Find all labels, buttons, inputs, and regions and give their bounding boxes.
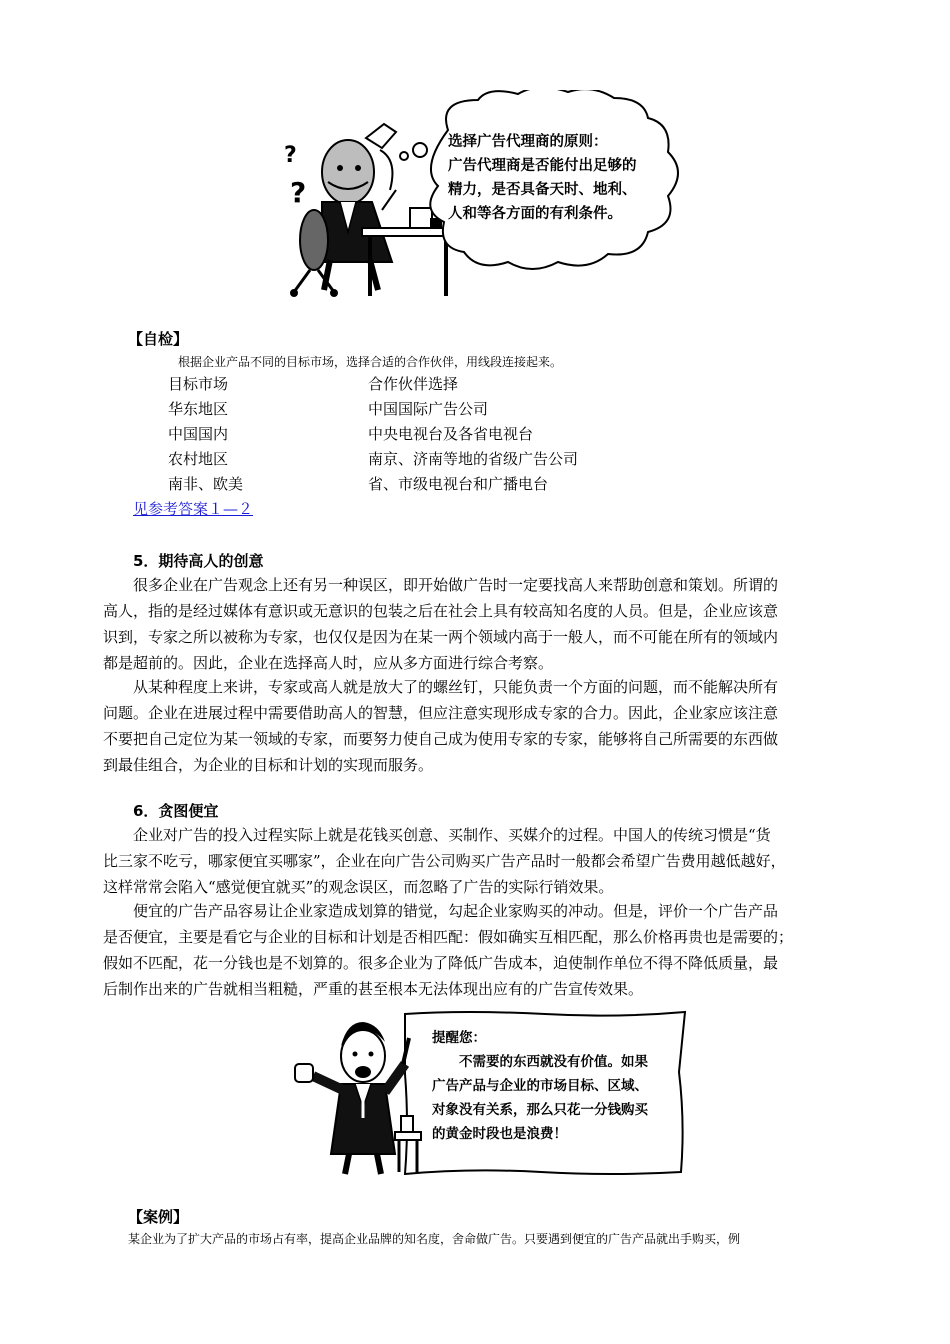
bubble-line-3: 人和等各方面的有利条件。 bbox=[448, 206, 622, 222]
tip-line-1: 不需要的东西就没有价值。如果 bbox=[432, 1054, 648, 1070]
text-line: 假如不匹配，花一分钱也是不划算的。很多企业为了降低广告成本，迫使制作单位不得不降低质量，最 bbox=[103, 954, 779, 972]
tip-line-2: 广告产品与企业的市场目标、区域、 bbox=[432, 1078, 648, 1094]
section-6-paragraph-2 bbox=[103, 898, 861, 1002]
case-text: 某企业为了扩大产品的市场占有率，提高企业品牌的知名度，舍命做广告。只要遇到便宜的广告产品就出手购买，例 bbox=[128, 1232, 741, 1246]
market-item: 农村地区 bbox=[168, 450, 229, 468]
selfcheck-heading: 【自检】 bbox=[128, 330, 189, 348]
section-5-heading: 5．期待高人的创意 bbox=[133, 552, 264, 570]
market-item: 南非、欧美 bbox=[168, 475, 244, 493]
text-line: 识到，专家之所以被称为专家，也仅仅是因为在某一两个领域内高于一般人，而不可能在所有的领域内 bbox=[103, 628, 779, 646]
text-line: 从某种程度上来讲，专家或高人就是放大了的螺丝钉，只能负责一个方面的问题，而不能解决所有 bbox=[103, 678, 779, 696]
text-line: 很多企业在广告观念上还有另一种误区，即开始做广告时一定要找高人来帮助创意和策划。所谓的 bbox=[103, 576, 779, 594]
tip-line-4: 的黄金时段也是浪费！ bbox=[432, 1126, 567, 1142]
text-line: 后制作出来的广告就相当粗糙，严重的甚至根本无法体现出应有的广告宣传效果。 bbox=[103, 980, 644, 998]
text-line: 便宜的广告产品容易让企业家造成划算的错觉，勾起企业家购买的冲动。但是，评价一个广告产品 bbox=[103, 902, 779, 920]
partner-item: 中央电视台及各省电视台 bbox=[368, 425, 534, 443]
target-market-header: 目标市场 bbox=[168, 375, 229, 393]
partner-item: 省、市级电视台和广播电台 bbox=[368, 475, 549, 493]
text-line: 高人，指的是经过媒体有意识或无意识的包装之后在社会上具有较高知名度的人员。但是，企业应该意 bbox=[103, 602, 779, 620]
text-line: 问题。企业在进展过程中需要借助高人的智慧，但应注意实现形成专家的合力。因此，企业家应该注意 bbox=[103, 704, 779, 722]
selfcheck-instruction: 根据企业产品不同的目标市场，选择合适的合作伙伴，用线段连接起来。 bbox=[178, 355, 563, 369]
partner-item: 中国国际广告公司 bbox=[368, 400, 489, 418]
text-line: 到最佳组合，为企业的目标和计划的实现而服务。 bbox=[103, 756, 434, 774]
tip-title: 提醒您： bbox=[432, 1030, 486, 1046]
tip-line-3: 对象没有关系，那么只花一分钱购买 bbox=[432, 1102, 648, 1118]
case-heading: 【案例】 bbox=[128, 1208, 189, 1226]
text-line: 这样常常会陷入“感觉便宜就买”的观念误区，而忽略了广告的实际行销效果。 bbox=[103, 878, 614, 896]
text-line: 企业对广告的投入过程实际上就是花钱买创意、买制作、买媒介的过程。中国人的传统习惯是“货 bbox=[103, 826, 771, 844]
text-line: 都是超前的。因此，企业在选择高人时，应从多方面进行综合考察。 bbox=[103, 654, 554, 672]
svg-text:?: ? bbox=[290, 176, 307, 209]
section-6-heading: 6．贪图便宜 bbox=[133, 802, 219, 820]
text-line: 是否便宜，主要是看它与企业的目标和计划是否相匹配：假如确实互相匹配，那么价格再贵也是需要的； bbox=[103, 928, 794, 946]
section-6-paragraph-1 bbox=[103, 822, 861, 900]
svg-text:?: ? bbox=[284, 143, 297, 168]
bubble-line-1: 广告代理商是否能付出足够的 bbox=[448, 158, 637, 174]
partner-header: 合作伙伴选择 bbox=[368, 375, 459, 393]
section-5-paragraph-2 bbox=[103, 674, 861, 778]
bubble-line-2: 精力，是否具备天时、地利、 bbox=[448, 182, 637, 198]
text-line: 比三家不吃亏，哪家便宜买哪家”，企业在向广告公司购买广告产品时一般都会希望广告费用越低越好， bbox=[103, 852, 786, 870]
text-line: 不要把自己定位为某一领域的专家，而要努力使自己成为使用专家的专家，能够将自己所需要的东西做 bbox=[103, 730, 779, 748]
bubble-title: 选择广告代理商的原则： bbox=[448, 134, 608, 150]
market-item: 华东地区 bbox=[168, 400, 229, 418]
market-item: 中国国内 bbox=[168, 425, 229, 443]
partner-item: 南京、济南等地的省级广告公司 bbox=[368, 450, 579, 468]
section-5-paragraph-1 bbox=[103, 572, 861, 676]
answer-reference-link[interactable]: 见参考答案１—２ bbox=[133, 500, 254, 518]
